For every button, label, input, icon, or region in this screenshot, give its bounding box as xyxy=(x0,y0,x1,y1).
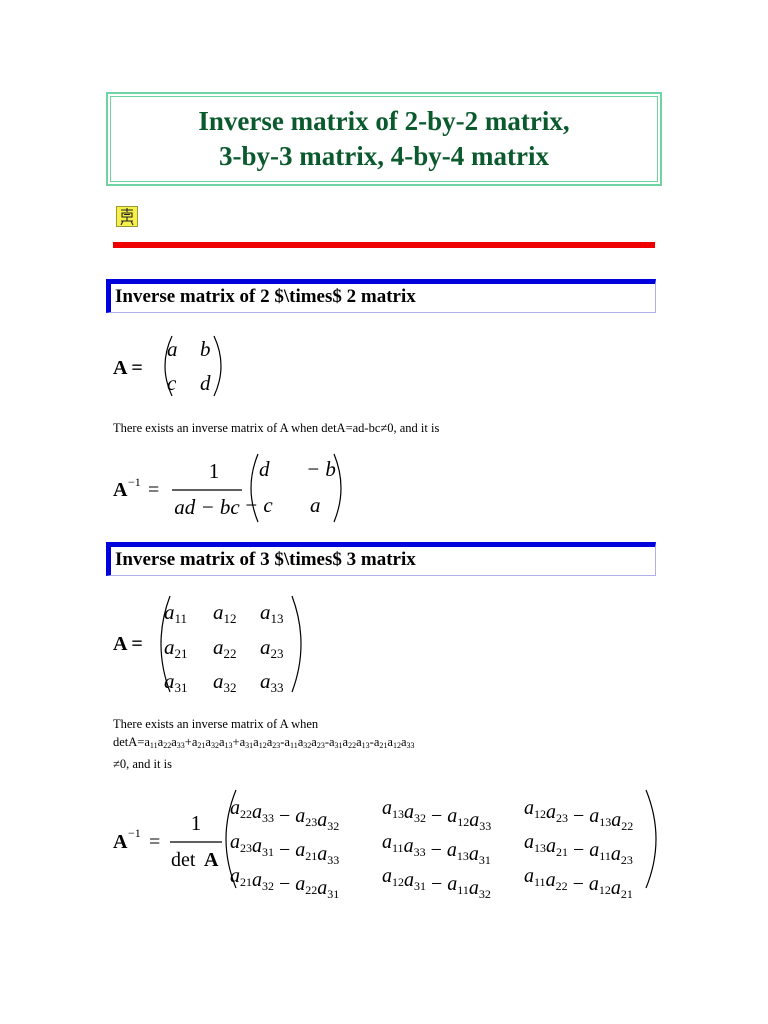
eq4-cell: $a_{21}a_{32} - a_{22}a_{31}$ xyxy=(230,865,340,901)
svg-text:a23: a23 xyxy=(260,635,284,661)
eq3-m13: 13 xyxy=(270,611,284,626)
det-term: $-a_{21}a_{12}a_{33}$ xyxy=(369,735,415,750)
eq3-m11: 11 xyxy=(174,611,188,626)
eq4-cell: $a_{13}a_{21} - a_{11}a_{23}$ xyxy=(524,831,633,867)
svg-text:a13: a13 xyxy=(260,600,284,626)
section-heading-3x3-text: Inverse matrix of 3 $\times$ 3 matrix xyxy=(115,549,416,570)
section2-intro xyxy=(113,715,415,773)
eq2-m21: − c xyxy=(244,493,273,517)
eq4-eq: = xyxy=(149,831,161,853)
det-term: $+a_{21}a_{32}a_{13}$ xyxy=(184,735,233,750)
det-terms xyxy=(144,735,414,749)
title-box xyxy=(106,92,662,186)
equation-inverse-3x3 xyxy=(110,786,670,901)
eq4-den-a: A xyxy=(204,849,219,871)
section-heading-2x2-text: Inverse matrix of 2 $\times$ 2 matrix xyxy=(115,286,416,307)
eq3-m12: 12 xyxy=(223,611,237,626)
eq4-sup: −1 xyxy=(128,826,141,840)
eq4-cell: $a_{13}a_{32} - a_{12}a_{33}$ xyxy=(382,797,492,833)
eq4-cell: $a_{11}a_{22} - a_{12}a_{21}$ xyxy=(524,865,633,901)
home-icon[interactable] xyxy=(116,206,138,227)
section2-intro-line3: ≠0, and it is xyxy=(113,757,172,771)
eq2-sup: −1 xyxy=(128,475,141,489)
eq4-lhs: A xyxy=(113,831,128,853)
eq2-den: ad − bc xyxy=(174,495,240,519)
eq1-lhs: A = xyxy=(113,357,143,379)
eq2-m11: d xyxy=(259,457,270,481)
section-heading-3x3 xyxy=(106,542,656,576)
eq2-m22: a xyxy=(310,493,321,517)
eq2-eq: = xyxy=(148,479,160,501)
svg-text:a11: a11 xyxy=(164,600,188,626)
eq1-m22: d xyxy=(200,371,211,395)
equation-inverse-2x2 xyxy=(110,448,360,528)
eq4-cell: $a_{11}a_{33} - a_{13}a_{31}$ xyxy=(382,831,491,867)
section2-det-line xyxy=(113,733,415,755)
eq4-cell: $a_{22}a_{33} - a_{23}a_{32}$ xyxy=(230,797,340,833)
home-glyph-icon xyxy=(117,207,137,226)
svg-text:a22: a22 xyxy=(213,635,237,661)
equation-matrix-a-2x2 xyxy=(110,332,240,402)
det-term: $+a_{31}a_{12}a_{23}$ xyxy=(232,735,281,750)
eq3-m31: 31 xyxy=(174,680,188,695)
section2-intro-line1: There exists an inverse matrix of A when xyxy=(113,717,319,731)
equation-matrix-a-3x3 xyxy=(110,592,310,700)
svg-text:a32: a32 xyxy=(213,669,237,695)
det-term: $-a_{31}a_{22}a_{13}$ xyxy=(324,735,370,750)
eq3-m23: 23 xyxy=(270,646,284,661)
page-title: Inverse matrix of 2-by-2 matrix, 3-by-3 matrix, 4-by-4 matrix xyxy=(198,106,570,171)
eq1-m12: b xyxy=(200,337,211,361)
eq2-lhs: A xyxy=(113,479,128,501)
eq3-m33: 33 xyxy=(270,680,284,695)
eq2-num: 1 xyxy=(208,459,220,483)
eq1-m21: c xyxy=(167,371,177,395)
eq4-num: 1 xyxy=(190,811,202,835)
eq4-cell: $a_{23}a_{31} - a_{21}a_{33}$ xyxy=(230,831,340,867)
title-inner xyxy=(110,96,658,182)
svg-text:a33: a33 xyxy=(260,669,284,695)
section1-intro: There exists an inverse matrix of A when detA=ad-bc≠0, and it is xyxy=(113,421,440,435)
eq2-m12: − b xyxy=(306,457,336,481)
eq1-m11: a xyxy=(167,337,178,361)
eq3-m22: 22 xyxy=(223,646,237,661)
svg-text:a31: a31 xyxy=(164,669,188,695)
eq4-cell: $a_{12}a_{23} - a_{13}a_{22}$ xyxy=(524,797,634,833)
eq4-den-det: det xyxy=(171,849,196,871)
det-term: $-a_{11}a_{32}a_{23}$ xyxy=(280,735,325,750)
eq4-cell: $a_{12}a_{31} - a_{11}a_{32}$ xyxy=(382,865,491,901)
eq3-m21: 21 xyxy=(174,646,188,661)
det-term: $a_{11}a_{22}a_{33}$ xyxy=(144,735,185,750)
section-heading-2x2 xyxy=(106,279,656,313)
svg-text:a12: a12 xyxy=(213,600,237,626)
svg-text:a21: a21 xyxy=(164,635,188,661)
eq3-lhs: A = xyxy=(113,633,143,655)
red-divider xyxy=(113,242,655,248)
det-prefix: detA= xyxy=(113,735,145,749)
eq3-m32: 32 xyxy=(223,680,237,695)
